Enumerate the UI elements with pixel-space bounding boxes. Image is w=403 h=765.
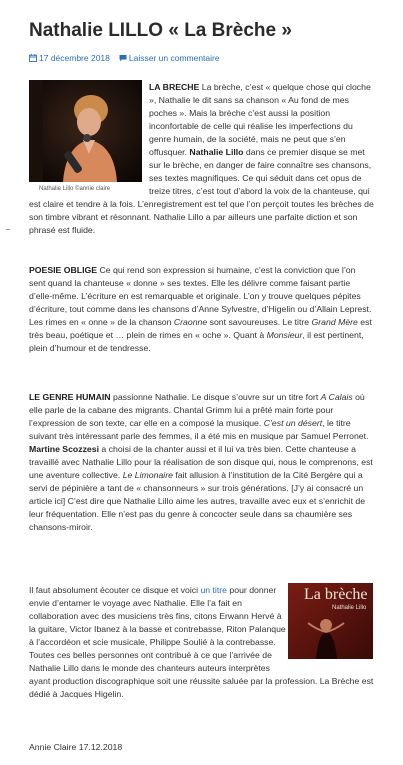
album-cover-title: La brèche: [304, 586, 368, 603]
text: passionne Nathalie. Le disque s’ouvre sur un titre fort: [110, 392, 321, 402]
text: Il faut absolument écouter ce disque et voici: [29, 585, 201, 595]
photo-float-spacer: [29, 81, 149, 198]
song-title: A Calais: [320, 392, 353, 402]
section-heading-genre-humain: LE GENRE HUMAIN: [29, 392, 111, 402]
comment-icon: [119, 54, 127, 64]
post-date-link[interactable]: 17 décembre 2018: [39, 53, 110, 63]
song-link[interactable]: un titre: [200, 585, 227, 595]
section-heading-la-breche: LA BRECHE: [149, 82, 200, 92]
paragraph-conclusion: [29, 584, 374, 701]
album-cover-artist: Nathalie Lillo: [332, 605, 367, 611]
song-title: C’est un désert: [263, 418, 323, 428]
paragraph-poesie-oblige: [29, 264, 374, 355]
text: Ce qui rend son expression si humaine, c’est la conviction que l’on sent quand la chanteuse « donne » ses textes. Elle les délivre comme faisant partie d’elle-même. L’écriture en est remarquable et originale. L’on y trouve quelques pépites d’écriture, tout comme dans les chansons d’Anne Sylvestre, d’Higelin ou d’Allain Leprest. Les rimes en « onne » de la chanson: [29, 265, 372, 327]
post-meta: [29, 53, 220, 64]
text: , il est pertinent, plein d’humour et de tendresse.: [29, 330, 364, 353]
artist-name: Nathalie Lillo: [189, 147, 244, 157]
song-title: Le Limonaire: [122, 470, 173, 480]
artist-name: Martine Scozzesi: [29, 444, 100, 454]
text: a choisi de la chanter aussi et il lui va très bien. Cette chanteuse a travaillé avec Nathalie Lillo pour la réalisation de son disque qui, nous le comprenons, est une aventure collective.: [29, 444, 373, 480]
song-title: Monsieur: [266, 330, 303, 340]
paragraph-genre-humain: [29, 391, 374, 534]
text: La brèche, c’est « quelque chose qui cloche », Nathalie le dit sans sa chanson « Au fond de mes poches ». Mais la brèche c’est aussi la position inconfortable de celle qui réalise les imperfections du genre humain, de la société, mais ne peut que s’en offusquer.: [149, 82, 371, 157]
text: , le titre suivant très intéressant parle des femmes, il a été mis en musique par Samuel Perronet.: [29, 418, 369, 441]
paragraph-1: [29, 81, 374, 237]
section-heading-poesie-oblige: POESIE OBLIGE: [29, 265, 98, 275]
text: est très beau, poétique et … plein de rimes en « oche ». Quant à: [29, 317, 372, 340]
text: fait allusion à l’institution de la Cité Bergère qui a servi de pépinière a tant de « chansonneurs » sur trois générations. [J’y ai consacré un article ici] C’est dire que Nathalie Lillo aime les autres, travaille avec eux et s’enrichit de leur fréquentation. Elle n’est pas du genre à concocter seule dans sa chaumière ses chansons-miroir.: [29, 470, 366, 532]
song-title: Grand Mère: [311, 317, 358, 327]
song-title: Craonne: [173, 317, 208, 327]
leave-comment-link[interactable]: Laisser un commentaire: [128, 53, 220, 63]
text: où elle parle de la cabane des migrants. Chantal Grimm lui a prêté main forte pour l’expression de son texte, car elle en a composé la musique.: [29, 392, 365, 428]
article-title: Nathalie LILLO « La Brèche »: [29, 20, 292, 41]
photo-caption: Nathalie Lillo ©annie claire: [39, 186, 111, 192]
margin-mark: [6, 229, 10, 230]
calendar-icon: [29, 54, 37, 64]
article-signature: Annie Claire 17.12.2018: [29, 742, 123, 752]
text: sont savoureuses. Le titre: [207, 317, 312, 327]
text: dans ce premier disque se met sur le brèche, en danger de faire connaître ses chansons, ses textes magnifiques. Ce qui séduit dans cet opus de treize titres, c’est tout d’abord la voix de la chanteuse, qui est claire et tendre à la fois. L’enregistrement est tel que l’on perçoit toutes les brèches de son timbre vibrant et résonnant. Nathalie Lillo a par ailleurs une parfaite diction et son phrasé est fluide.: [29, 147, 374, 235]
text: pour donner envie d’entamer le voyage avec Nathalie. Elle l’a fait en collaboration avec des musiciens très fins, citons Erwann Hervé à la guitare, Victor Ibanez à la basse et contrebasse, Riton Palanque à l’accordéon et scie musicale, Philippe Soulié à la contrebasse. Toutes ces belles personnes ont contribué à ce que l’arrivée de Nathalie Lillo dans le monde des chanteurs auteurs interprètes ayant production discographique soit une réussite saluée par la profession. La Brèche est dédié à Jacques Higelin.: [29, 585, 374, 699]
